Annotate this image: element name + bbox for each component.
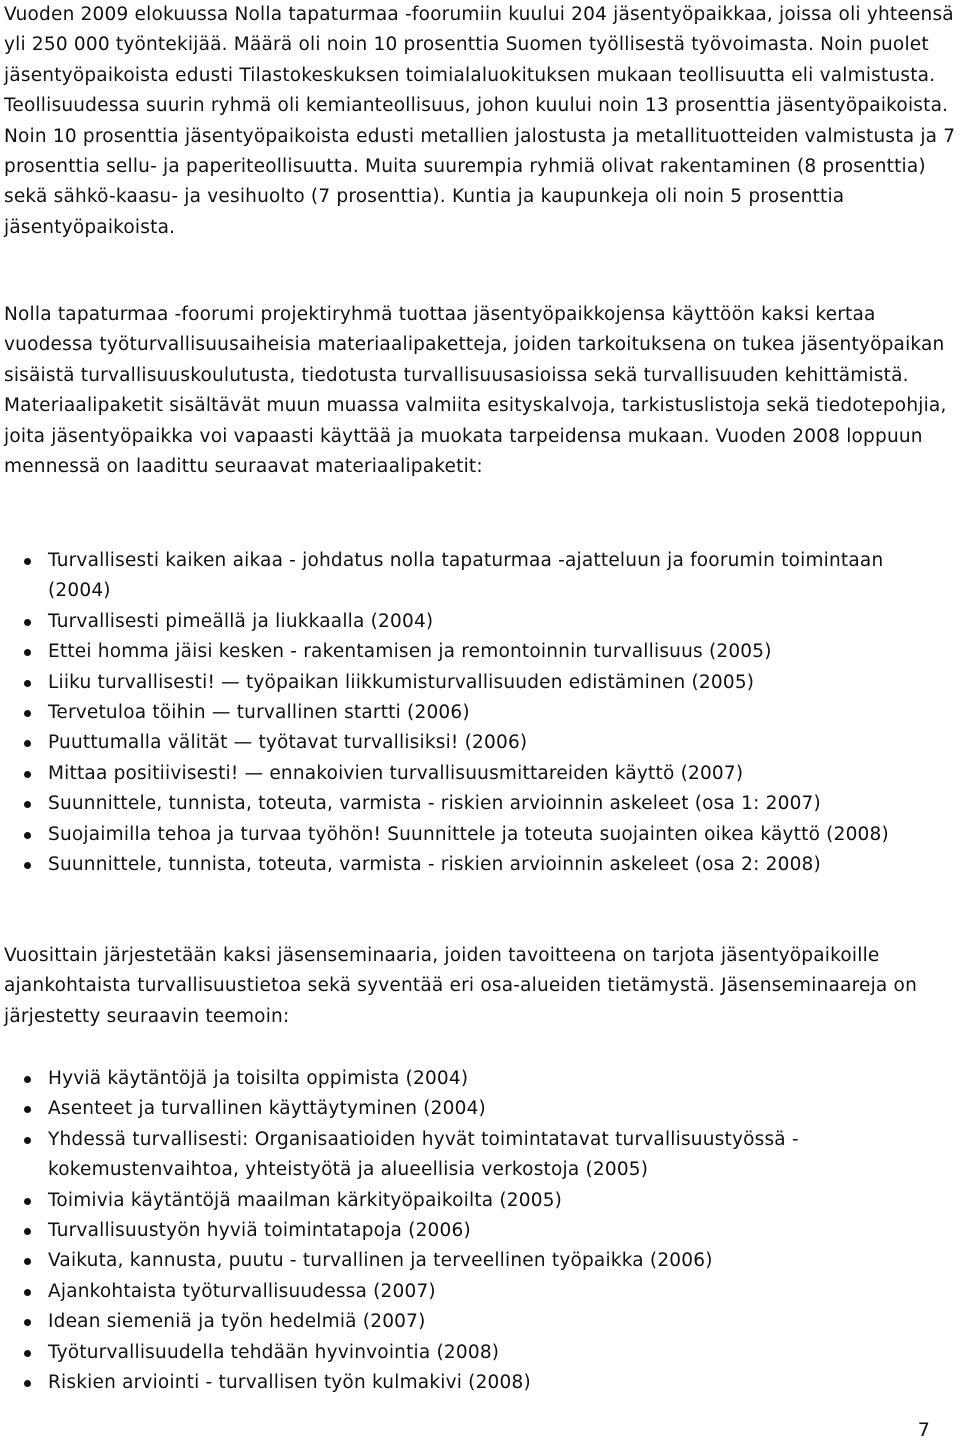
- list-item: [0, 1064, 960, 1094]
- list-item: [0, 850, 960, 880]
- list-item: [0, 789, 960, 819]
- list-item-text: Mittaa positiivisesti! — ennakoivien turvallisuusmittareiden käyttö (2007): [48, 762, 744, 784]
- list-item: [0, 1246, 960, 1276]
- list-item: [0, 1094, 960, 1124]
- list-item: [0, 1125, 960, 1186]
- list-item-text: Yhdessä turvallisesti: Organisaatioiden hyvät toimintatavat turvallisuustyössä - kokemustenvaihtoa, yhteistyötä ja alueellisia verkostoja (2005): [48, 1128, 799, 1181]
- list-item-text: Työturvallisuudella tehdään hyvinvointia (2008): [48, 1341, 500, 1363]
- bullet-icon: [24, 740, 31, 747]
- page-number: 7: [917, 1419, 930, 1441]
- list-item-text: Hyviä käytäntöjä ja toisilta oppimista (2004): [48, 1068, 469, 1089]
- list-item-text: Suunnittele, tunnista, toteuta, varmista - riskien arvioinnin askeleet (osa 2: 2008): [48, 854, 821, 876]
- paragraph-membership: Vuoden 2009 elokuussa Nolla tapaturmaa -foorumiin kuului 204 jäsentyöpaikkaa, joissa oli yhteensä yli 250 000 työntekijää. Määrä oli noin 10 prosenttia Suomen työllisestä työvoimasta. Noin puolet jäsentyöpaikoista edusti Tilastokeskuksen toimialaluokituksen mukaan teollisuutta eli valmistusta. Teollisuudessa suurin ryhmä oli kemianteollisuus, johon kuului noin 13 prosenttia jäsentyöpaikoista. Noin 10 prosenttia jäsentyöpaikoista edusti metallien jalostusta ja metallituotteiden valmistusta ja 7 prosenttia sellu- ja paperiteollisuutta. Muita suurempia ryhmiä olivat rakentaminen (8 prosenttia) sekä sähkö-kaasu- ja vesihuolto (7 prosenttia). Kuntia ja kaupunkeja oli noin 5 prosenttia jäsentyöpaikoista.: [4, 4, 956, 238]
- seminars-list: [0, 1064, 960, 1398]
- bullet-icon: [24, 1289, 31, 1296]
- list-item-text: Tervetuloa töihin — turvallinen startti (2006): [48, 702, 470, 724]
- bullet-icon: [24, 619, 31, 626]
- bullet-icon: [24, 862, 31, 869]
- list-item: [0, 546, 960, 607]
- list-item: [0, 1307, 960, 1337]
- list-item-text: Idean siemeniä ja työn hedelmiä (2007): [48, 1311, 426, 1333]
- list-item-text: Puuttumalla välität — työtavat turvallisiksi! (2006): [48, 732, 528, 754]
- list-item: [0, 1338, 960, 1368]
- bullet-icon: [24, 1076, 31, 1083]
- bullet-icon: [24, 1228, 31, 1235]
- bullet-icon: [24, 1198, 31, 1205]
- list-item-text: Turvallisesti pimeällä ja liukkaalla (2004): [48, 610, 434, 632]
- material-packages-list: [0, 546, 960, 880]
- list-item: [0, 698, 960, 728]
- list-item-text: Vaikuta, kannusta, puutu - turvallinen ja terveellinen työpaikka (2006): [48, 1250, 713, 1272]
- list-item-text: Ettei homma jäisi kesken - rakentamisen ja remontoinnin turvallisuus (2005): [48, 641, 772, 663]
- bullet-icon: [24, 1137, 31, 1144]
- bullet-icon: [24, 1258, 31, 1265]
- list-item-text: Toimivia käytäntöjä maailman kärkityöpaikoilta (2005): [48, 1189, 563, 1211]
- list-item-text: Turvallisuustyön hyviä toimintatapoja (2006): [48, 1220, 471, 1242]
- bullet-icon: [24, 1350, 31, 1357]
- bullet-icon: [24, 1106, 31, 1113]
- list-item: [0, 1186, 960, 1216]
- bullet-icon: [24, 771, 31, 778]
- list-item: [0, 728, 960, 758]
- bullet-icon: [24, 558, 31, 565]
- list-item: [0, 668, 960, 698]
- list-item-text: Turvallisesti kaiken aikaa - johdatus nolla tapaturmaa -ajatteluun ja foorumin toimintaan (2004): [48, 550, 884, 602]
- paragraph-seminars: Vuosittain järjestetään kaksi jäsenseminaaria, joiden tavoitteena on tarjota jäsentyöpaikoille ajankohtaista turvallisuustietoa sekä syventää eri osa-alueiden tietämystä. Jäsenseminaareja on järjestetty seuraavin teemoin:: [4, 945, 917, 1027]
- bullet-icon: [24, 680, 31, 687]
- list-item-text: Ajankohtaista työturvallisuudessa (2007): [48, 1280, 436, 1302]
- bullet-icon: [24, 832, 31, 839]
- list-item-text: Asenteet ja turvallinen käyttäytyminen (2004): [48, 1098, 486, 1120]
- list-item-text: Suunnittele, tunnista, toteuta, varmista - riskien arvioinnin askeleet (osa 1: 2007): [48, 793, 821, 815]
- list-item: [0, 637, 960, 667]
- bullet-icon: [24, 801, 31, 808]
- bullet-icon: [24, 1319, 31, 1326]
- list-item: [0, 820, 960, 850]
- paragraph-material-packages: Nolla tapaturmaa -foorumi projektiryhmä tuottaa jäsentyöpaikkojensa käyttöön kaksi kertaa vuodessa työturvallisuusaiheisia materiaalipaketteja, joiden tarkoituksena on tukea jäsentyöpaikan sisäistä turvallisuuskoulutusta, tiedotusta turvallisuusasioissa sekä turvallisuuden kehittämistä. Materiaalipaketit sisältävät muun muassa valmiita esityskalvoja, tarkistuslistoja sekä tiedotepohjia, joita jäsentyöpaikka voi vapaasti käyttää ja muokata tarpeidensa mukaan. Vuoden 2008 loppuun mennessä on laadittu seuraavat materiaalipaketit:: [4, 304, 947, 478]
- list-item: [0, 1216, 960, 1246]
- list-item: [0, 1368, 960, 1398]
- list-item: [0, 759, 960, 789]
- list-item-text: Suojaimilla tehoa ja turvaa työhön! Suunnittele ja toteuta suojainten oikea käyttö (2008): [48, 823, 889, 845]
- bullet-icon: [24, 710, 31, 717]
- list-item: [0, 1277, 960, 1307]
- bullet-icon: [24, 649, 31, 656]
- list-item-text: Liiku turvallisesti! — työpaikan liikkumisturvallisuuden edistäminen (2005): [48, 671, 755, 693]
- list-item-text: Riskien arviointi - turvallisen työn kulmakivi (2008): [48, 1372, 531, 1394]
- bullet-icon: [24, 1380, 31, 1387]
- list-item: [0, 607, 960, 637]
